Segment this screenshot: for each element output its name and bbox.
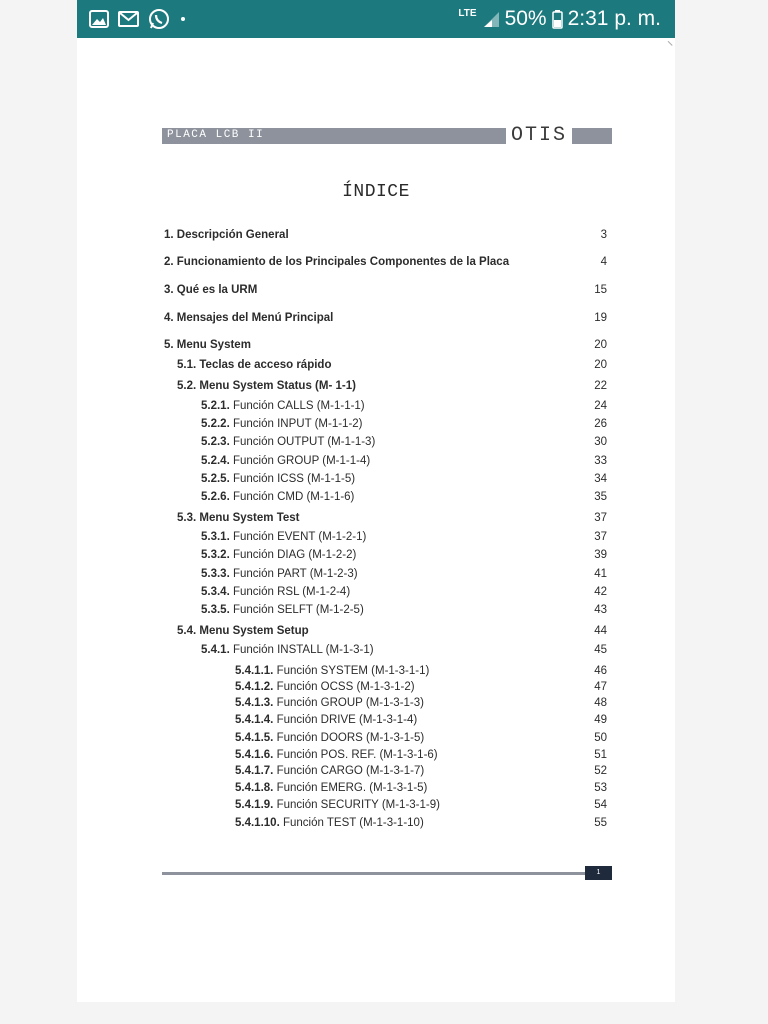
toc-entry-number: 5.3.4. [201, 586, 230, 598]
battery-icon [552, 10, 563, 29]
toc-entry-label: Función INSTALL (M-1-3-1) [232, 644, 374, 656]
toc-entry-page: 4 [600, 256, 607, 268]
toc-entry[interactable] [164, 681, 607, 697]
toc-entry-label: Función GROUP (M-1-1-4) [232, 455, 371, 467]
toc-entry-page: 22 [594, 380, 607, 392]
toc-entry[interactable] [164, 714, 607, 730]
toc-entry[interactable] [164, 284, 607, 300]
dot-icon [179, 15, 187, 23]
toc-entry-number: 5.4.1.6. [235, 749, 274, 761]
toc-entry[interactable] [164, 604, 607, 620]
toc-entry-number: 5.4.1.7. [235, 765, 274, 777]
toc-entry-page: 26 [594, 418, 607, 430]
toc-entry-number: 5.2. Menu System Status (M- 1-1) [177, 380, 356, 392]
toc-entry-page: 47 [594, 681, 607, 693]
toc-entry-label: Función SELFT (M-1-2-5) [232, 604, 364, 616]
toc-entry[interactable] [164, 817, 607, 833]
document-header [162, 124, 612, 147]
toc-entry[interactable] [164, 491, 607, 507]
toc-entry[interactable] [164, 644, 607, 660]
toc-entry-page: 51 [594, 749, 607, 761]
toc-entry-number: 2. Funcionamiento de los Principales Componentes de la Placa [164, 256, 510, 268]
toc-entry-number: 5.4.1.3. [235, 697, 274, 709]
toc-entry-number: 5.3.2. [201, 549, 230, 561]
toc-entry-label: Función OCSS (M-1-3-1-2) [276, 681, 415, 693]
toc-entry-label: Función OUTPUT (M-1-1-3) [232, 436, 376, 448]
footer-rule [162, 872, 586, 875]
toc-entry-number: 5.3.5. [201, 604, 230, 616]
whatsapp-icon[interactable] [148, 8, 170, 30]
document-title: ÍNDICE [342, 182, 410, 202]
toc-entry[interactable] [164, 256, 607, 272]
toc-entry-label: Función CMD (M-1-1-6) [232, 491, 355, 503]
toc-entry-label: Función EVENT (M-1-2-1) [232, 531, 367, 543]
toc-entry[interactable] [164, 799, 607, 815]
corner-mark [663, 41, 672, 50]
toc-entry-page: 53 [594, 782, 607, 794]
signal-icon [482, 10, 500, 28]
toc-entry-page: 20 [594, 339, 607, 351]
toc-entry-page: 44 [594, 625, 607, 637]
toc-entry-page: 35 [594, 491, 607, 503]
toc-entry-number: 5.3. Menu System Test [177, 512, 300, 524]
battery-percent: 50% [504, 7, 547, 30]
toc-entry[interactable] [164, 455, 607, 471]
toc-entry-number: 4. Mensajes del Menú Principal [164, 312, 334, 324]
toc-entry-label: Función SECURITY (M-1-3-1-9) [276, 799, 440, 811]
toc-entry[interactable] [164, 312, 607, 328]
toc-entry-label: Función CARGO (M-1-3-1-7) [276, 765, 425, 777]
toc-entry[interactable] [164, 418, 607, 434]
toc-entry[interactable] [164, 229, 607, 245]
toc-entry-label: Función GROUP (M-1-3-1-3) [276, 697, 424, 709]
toc-entry-page: 45 [594, 644, 607, 656]
toc-entry-label: Función DIAG (M-1-2-2) [232, 549, 357, 561]
toc-entry-number: 5.4.1.9. [235, 799, 274, 811]
toc-entry-number: 5.2.4. [201, 455, 230, 467]
toc-entry[interactable] [164, 339, 607, 355]
toc-entry-label: Función PART (M-1-2-3) [232, 568, 358, 580]
toc-entry-page: 43 [594, 604, 607, 616]
toc-entry-number: 5.2.5. [201, 473, 230, 485]
toc-entry-page: 46 [594, 665, 607, 677]
status-bar [77, 0, 675, 38]
toc-entry[interactable] [164, 749, 607, 765]
page-number: 1 [585, 866, 612, 880]
gmail-icon[interactable] [118, 11, 139, 27]
toc-entry-number: 3. Qué es la URM [164, 284, 258, 296]
toc-entry[interactable] [164, 400, 607, 416]
toc-entry-number: 5.4.1.1. [235, 665, 274, 677]
toc-entry-label: Función INPUT (M-1-1-2) [232, 418, 363, 430]
toc-entry[interactable] [164, 549, 607, 565]
header-bar-right [572, 128, 612, 144]
toc-entry[interactable] [164, 512, 607, 528]
toc-entry-page: 30 [594, 436, 607, 448]
toc-entry-number: 5.4.1.4. [235, 714, 274, 726]
toc-entry[interactable] [164, 568, 607, 584]
toc-entry-number: 5.2.1. [201, 400, 230, 412]
toc-entry-page: 20 [594, 359, 607, 371]
toc-entry-page: 19 [594, 312, 607, 324]
toc-entry-page: 15 [594, 284, 607, 296]
toc-entry-number: 5.2.3. [201, 436, 230, 448]
toc-entry-number: 5.4.1. [201, 644, 230, 656]
toc-entry-label: Función POS. REF. (M-1-3-1-6) [276, 749, 438, 761]
toc-entry[interactable] [164, 765, 607, 781]
clock: 2:31 p. m. [567, 7, 661, 30]
toc-entry[interactable] [164, 473, 607, 489]
toc-entry[interactable] [164, 586, 607, 602]
toc-entry-page: 48 [594, 697, 607, 709]
toc-entry-page: 37 [594, 512, 607, 524]
toc-entry[interactable] [164, 782, 607, 798]
brand-logo-text: OTIS [511, 124, 568, 147]
toc-entry-page: 33 [594, 455, 607, 467]
toc-entry-label: Función CALLS (M-1-1-1) [232, 400, 365, 412]
toc-entry-number: 5.4.1.8. [235, 782, 274, 794]
toc-entry-label: Función RSL (M-1-2-4) [232, 586, 351, 598]
document-page [77, 38, 675, 1002]
toc-entry[interactable] [164, 531, 607, 547]
toc-entry[interactable] [164, 625, 607, 641]
toc-entry[interactable] [164, 359, 607, 375]
toc-entry-page: 52 [594, 765, 607, 777]
toc-entry-label: Función TEST (M-1-3-1-10) [282, 817, 424, 829]
toc-entry[interactable] [164, 436, 607, 452]
toc-entry-page: 41 [594, 568, 607, 580]
toc-entry-label: Función EMERG. (M-1-3-1-5) [276, 782, 428, 794]
toc-entry-page: 55 [594, 817, 607, 829]
toc-entry-number: 1. Descripción General [164, 229, 289, 241]
toc-entry[interactable] [164, 665, 607, 681]
toc-entry-page: 39 [594, 549, 607, 561]
header-left-text: PLACA LCB II [167, 129, 265, 141]
toc-entry-number: 5.4.1.5. [235, 732, 274, 744]
toc-entry[interactable] [164, 732, 607, 748]
toc-entry-number: 5.2.2. [201, 418, 230, 430]
toc-entry-label: Función DOORS (M-1-3-1-5) [276, 732, 425, 744]
network-type: LTE [458, 8, 477, 19]
toc-entry-number: 5.2.6. [201, 491, 230, 503]
toc-entry-label: Función ICSS (M-1-1-5) [232, 473, 356, 485]
gallery-icon[interactable] [89, 10, 109, 28]
toc-entry-number: 5.1. Teclas de acceso rápido [177, 359, 332, 371]
toc-entry-page: 24 [594, 400, 607, 412]
toc-entry-number: 5. Menu System [164, 339, 251, 351]
toc-entry-page: 42 [594, 586, 607, 598]
toc-entry-number: 5.4.1.2. [235, 681, 274, 693]
toc-entry-number: 5.3.1. [201, 531, 230, 543]
toc-entry-page: 49 [594, 714, 607, 726]
toc-entry-label: Función DRIVE (M-1-3-1-4) [276, 714, 418, 726]
toc-entry-label: Función SYSTEM (M-1-3-1-1) [276, 665, 430, 677]
toc-entry-number: 5.4. Menu System Setup [177, 625, 309, 637]
toc-entry[interactable] [164, 380, 607, 396]
toc-entry-page: 34 [594, 473, 607, 485]
toc-entry[interactable] [164, 697, 607, 713]
toc-entry-number: 5.4.1.10. [235, 817, 280, 829]
toc-entry-page: 37 [594, 531, 607, 543]
toc-entry-page: 54 [594, 799, 607, 811]
toc-entry-number: 5.3.3. [201, 568, 230, 580]
toc-entry-page: 3 [600, 229, 607, 241]
toc-entry-page: 50 [594, 732, 607, 744]
